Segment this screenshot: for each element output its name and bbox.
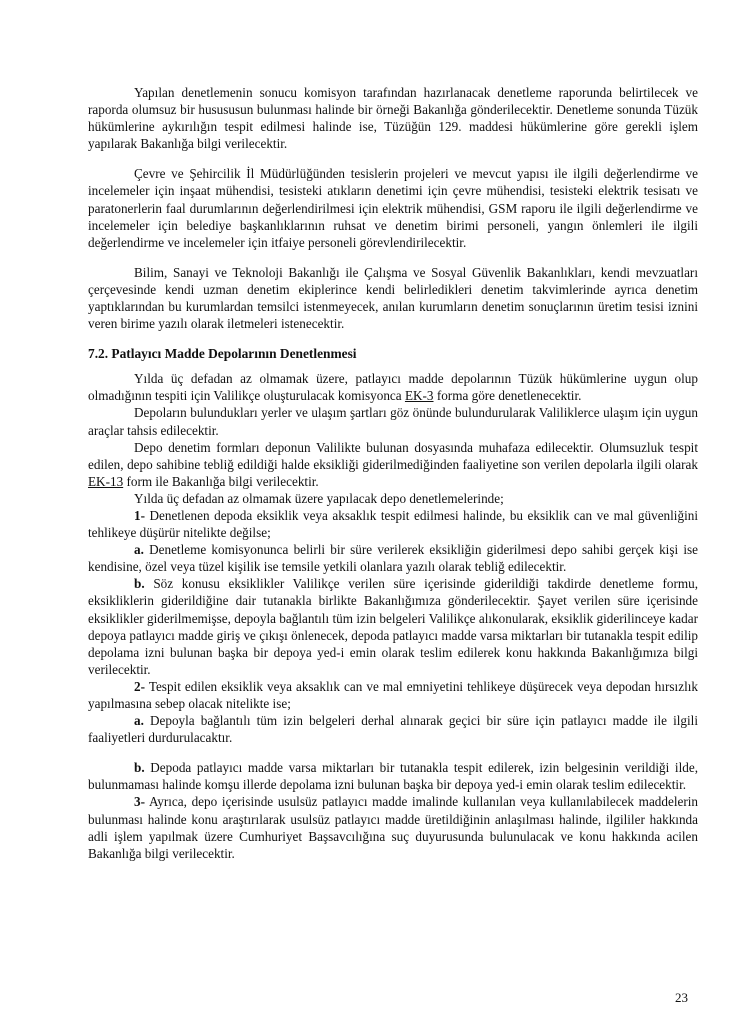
item-text: Denetleme komisyonunca belirli bir süre verilerek eksikliğin giderilmesi depo sahibi gerçek kişi ise kendisine, özel veya tüzel kişilik ise temsile yetkili olanlara yazılı olarak tebliğ edilecektir. bbox=[88, 542, 698, 575]
item-letter: b. bbox=[134, 576, 145, 592]
text-fragment: Depo denetim formları deponun Valilikte bulunan dosyasında muhafaza edilecektir. Olumsuzluk tespit edilen, depo sahibine tebliğ edildiği halde eksikliği giderilmediğinden faaliyetine son verilen depolarla ilgili olarak bbox=[88, 439, 698, 472]
list-item-1b bbox=[88, 575, 698, 678]
item-letter: b. bbox=[134, 760, 145, 776]
paragraph-inspections-intro: Yılda üç defadan az olmamak üzere yapılacak depo denetlemelerinde; bbox=[134, 490, 504, 506]
text-fragment: Yılda üç defadan az olmamak üzere, patlayıcı madde depolarının Tüzük hükümlerine uygun olup olmadığının tespiti için Valilikçe oluşturulacak komisyonca bbox=[88, 371, 698, 404]
list-item-2b bbox=[88, 759, 698, 793]
list-item-1 bbox=[88, 507, 698, 541]
body-text bbox=[88, 84, 698, 862]
item-text: Depoda patlayıcı madde varsa miktarları bir tutanakla tespit edilerek, izin belgesinin verildiği ilde, bulunmaması halinde komşu illerde depolama izni bulunan başka bir depoya yed-i emin olarak teslim edilecektir. bbox=[88, 760, 698, 793]
item-text: Tespit edilen eksiklik veya aksaklık can ve mal emniyetini tehlikeye düşürecek veya depodan hırsızlık yapılmasına sebep olacak nitelikte ise; bbox=[88, 678, 698, 711]
item-text: Ayrıca, depo içerisinde usulsüz patlayıcı madde imalinde kullanılan veya kullanılabilecek maddelerin bulunması halinde konu araştırılarak usulsüz patlayıcı madde üretildiğinin anlaşılması halinde, ilgililer hakkında adli işlem yapılmak üzere Cumhuriyet Başsavcılığına suç duyurusunda bulunulacak ve konu hakkında acilen Bakanlığa bilgi verilecektir. bbox=[88, 794, 698, 861]
list-item-1a bbox=[88, 541, 698, 575]
paragraph-annual-inspection bbox=[88, 370, 698, 404]
section-heading: 7.2. Patlayıcı Madde Depolarının Denetlenmesi bbox=[88, 346, 357, 362]
annex-reference-ek13: EK-13 bbox=[88, 473, 124, 489]
paragraph-inspection-report: Yapılan denetlemenin sonucu komisyon tarafından hazırlanacak denetleme raporunda belirtilecek ve raporda olumsuz bir husususun bulunması halinde bir örneği Bakanlığa gönderilecektir. Denetleme sonunda Tüzük hükümlerine aykırılığın tespit edilmesi halinde ise, Tüzüğün 129. maddesi hükümlerine göre gerekli işlem yapılarak Bakanlığa bilgi verilecektir. bbox=[88, 85, 698, 152]
paragraph-forms bbox=[88, 439, 698, 490]
list-item-2 bbox=[88, 678, 698, 712]
list-item-2a bbox=[88, 712, 698, 746]
list-item-3 bbox=[88, 793, 698, 861]
page-number: 23 bbox=[675, 990, 688, 1005]
text-fragment: form ile Bakanlığa bilgi verilecektir. bbox=[123, 473, 319, 489]
item-text: Depoyla bağlantılı tüm izin belgeleri derhal alınarak geçici bir süre için patlayıcı madde ile ilgili faaliyetleri durdurulacaktır. bbox=[88, 713, 698, 746]
item-number: 1- bbox=[134, 507, 145, 523]
paragraph-ministries: Bilim, Sanayi ve Teknoloji Bakanlığı ile Çalışma ve Sosyal Güvenlik Bakanlıkları, kendi mevzuatları çerçevesinde kendi uzman denetim ekiplerince kendi belirledikleri denetim takvimlerinde ayrıca denetim yaptıklarından bu kurumlardan temsilci istenmeyecek, anılan kurumların denetim sonuçlarının üretim tesisi iznini veren birime yazılı olarak iletmeleri istenecektir. bbox=[88, 264, 698, 332]
paragraph-transport: Depoların bulundukları yerler ve ulaşım şartları göz önünde bulundurularak Valiliklerce ulaşım için uygun araçlar tahsis edilecektir. bbox=[88, 405, 698, 438]
paragraph-environment-directorate: Çevre ve Şehircilik İl Müdürlüğünden tesislerin projeleri ve mevcut yapısı ile ilgili değerlendirme ve incelemeler için inşaat mühendisi, tesisteki atıkların denetimi için çevre mühendisi, tesisteki elektrik tesisatı ve paratonerlerin faal durumlarının değerlendirilmesi için elektrik mühendisi, GSM raporu ile ilgili değerlendirme ve incelemeler için belediye başkanlıklarının ruhsat ve denetim birimi personeli, yangın önlemleri ile ilgili değerlendirme ve incelemeler için itfaiye personeli görevlendirilecektir. bbox=[88, 166, 698, 250]
item-letter: a. bbox=[134, 713, 144, 729]
text-fragment: forma göre denetlenecektir. bbox=[433, 388, 582, 404]
item-letter: a. bbox=[134, 542, 144, 558]
item-text: Denetlenen depoda eksiklik veya aksaklık tespit edilmesi halinde, bu eksiklik can ve mal güvenliğini tehlikeye düşürür nitelikte değilse; bbox=[88, 507, 698, 541]
item-number: 3- bbox=[134, 794, 145, 810]
item-number: 2- bbox=[134, 678, 145, 694]
annex-reference-ek3: EK-3 bbox=[404, 388, 434, 404]
item-text: Söz konusu eksiklikler Valilikçe verilen süre içerisinde giderildiği takdirde denetleme formu, eksikliklerin giderildiğine dair tutanakla birlikte Bakanlığımıza gönderilecektir. Şayet verilen süre içerisinde eksiklikler giderilmemişse, depoyla bağlantılı tüm izin belgeleri Valilikçe alıkonularak, eksiklik giderilinceye kadar depoya patlayıcı madde giriş ve çıkışı önlenecek, depoda patlayıcı madde varsa miktarları bir tutanakla tespit edilip depolama izni bulunan başka bir depoya yed-i emin olarak teslim edilerek konu hakkında Bakanlığımıza bilgi verilecektir. bbox=[88, 576, 698, 677]
